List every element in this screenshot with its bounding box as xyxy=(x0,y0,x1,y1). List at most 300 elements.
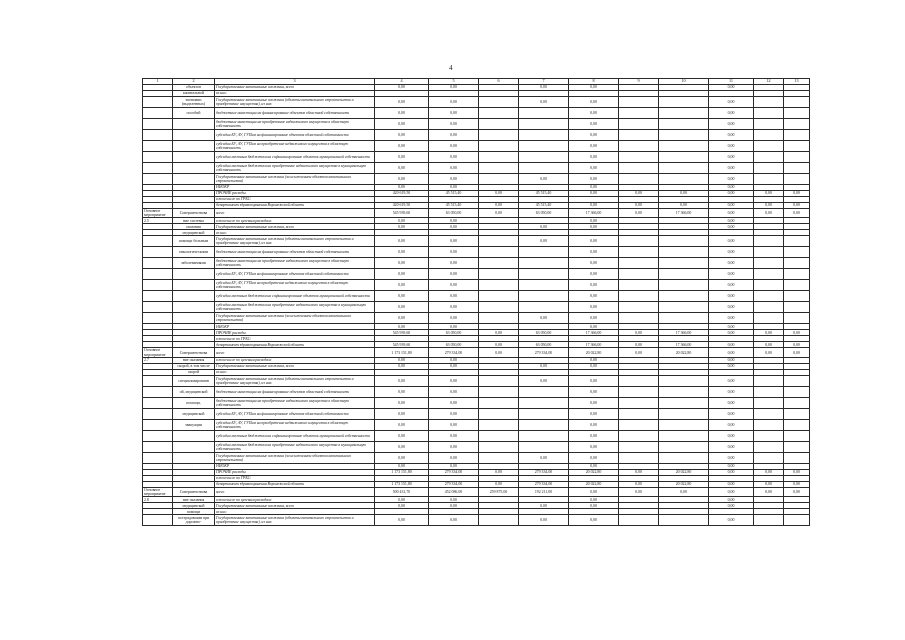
amount-cell: 0,00 xyxy=(754,191,784,197)
amount-cell: 0,00 xyxy=(375,386,429,397)
amount-cell: 0,00 xyxy=(709,236,754,247)
amount-cell: 0,00 xyxy=(709,515,754,526)
amount-cell xyxy=(754,97,784,108)
expense-type-cell: департамент здравоохранения Воронежской области xyxy=(215,203,375,209)
amount-cell xyxy=(519,441,569,452)
amount-cell: 0,00 xyxy=(375,185,429,191)
amount-cell: 0,00 xyxy=(784,481,810,487)
amount-cell: 0,00 xyxy=(429,130,479,141)
amount-cell xyxy=(619,291,659,302)
table-row xyxy=(143,419,810,430)
expense-type-cell: в том числе по ГРБС: xyxy=(215,197,375,203)
amount-cell: 0,00 xyxy=(375,97,429,108)
amount-cell xyxy=(619,302,659,313)
activity-number-cell xyxy=(143,152,173,163)
table-row xyxy=(143,108,810,119)
amount-cell: 0,00 xyxy=(619,481,659,487)
amount-cell xyxy=(784,174,810,185)
activity-number-cell: 2.8 xyxy=(143,497,173,503)
amount-cell: 0,00 xyxy=(375,357,429,363)
activity-name-cell xyxy=(173,163,215,174)
amount-cell xyxy=(659,108,709,119)
amount-cell: 0,00 xyxy=(709,218,754,224)
amount-cell xyxy=(659,386,709,397)
amount-cell xyxy=(519,430,569,441)
amount-cell xyxy=(619,269,659,280)
amount-cell: 0,00 xyxy=(659,191,709,197)
amount-cell: 0,00 xyxy=(709,141,754,152)
activity-number-cell xyxy=(143,130,173,141)
amount-cell: 0,00 xyxy=(709,357,754,363)
amount-cell: 0,00 xyxy=(569,302,619,313)
amount-cell: 0,00 xyxy=(569,487,619,496)
amount-cell: 63 050,00 xyxy=(429,330,479,336)
amount-cell: 0,00 xyxy=(429,141,479,152)
table-row xyxy=(143,487,810,496)
expense-type-cell: субсидии местным бюджетам на приобретение недвижимого имущества в муниципальную собственность xyxy=(215,302,375,313)
amount-cell: 0,00 xyxy=(569,130,619,141)
table-row xyxy=(143,441,810,452)
amount-cell: 0,00 xyxy=(429,386,479,397)
amount-cell: 0,00 xyxy=(709,408,754,419)
expense-type-cell: департамент здравоохранения Воронежской области xyxy=(215,481,375,487)
amount-cell: 0,00 xyxy=(479,481,519,487)
amount-cell: 0,00 xyxy=(375,324,429,330)
amount-cell: 0,00 xyxy=(569,97,619,108)
amount-cell xyxy=(619,386,659,397)
amount-cell: 0,00 xyxy=(375,258,429,269)
activity-number-cell xyxy=(143,302,173,313)
amount-cell xyxy=(784,130,810,141)
amount-cell: 0,00 xyxy=(375,291,429,302)
amount-cell: 0,00 xyxy=(519,313,569,324)
amount-cell: 20 022,80 xyxy=(569,469,619,475)
expense-type-cell: Государственные капитальные вложения (за исключением объектов капитального строительства) xyxy=(215,313,375,324)
amount-cell: 0,00 xyxy=(569,515,619,526)
amount-cell: 0,00 xyxy=(709,280,754,291)
column-number-cell: 12 xyxy=(754,79,784,85)
amount-cell xyxy=(659,515,709,526)
amount-cell xyxy=(754,291,784,302)
amount-cell: 0,00 xyxy=(709,497,754,503)
amount-cell: 0,00 xyxy=(479,348,519,357)
amount-cell: 545 939,60 xyxy=(375,209,429,218)
amount-cell: 0,00 xyxy=(569,141,619,152)
amount-cell: 0,00 xyxy=(429,291,479,302)
amount-cell xyxy=(784,141,810,152)
expense-type-cell: Государственные капитальные вложения, всего xyxy=(215,85,375,91)
amount-cell: 0,00 xyxy=(375,119,429,130)
amount-cell xyxy=(619,515,659,526)
table-row xyxy=(143,163,810,174)
amount-cell: 1 173 151,80 xyxy=(375,348,429,357)
activity-name-cell: объектов xyxy=(173,85,215,91)
amount-cell: 0,00 xyxy=(569,85,619,91)
amount-cell: 0,00 xyxy=(569,152,619,163)
amount-cell: 0,00 xyxy=(429,236,479,247)
amount-cell: 0,00 xyxy=(519,452,569,463)
activity-name-cell: онкологическими xyxy=(173,247,215,258)
activity-number-cell xyxy=(143,119,173,130)
amount-cell: 0,00 xyxy=(754,348,784,357)
amount-cell xyxy=(754,408,784,419)
column-number-cell: 7 xyxy=(519,79,569,85)
amount-cell: 0,00 xyxy=(519,224,569,230)
amount-cell xyxy=(479,130,519,141)
activity-name-cell: специализированн xyxy=(173,375,215,386)
amount-cell: 0,00 xyxy=(709,269,754,280)
expense-type-cell: в том числе по ГРБС: xyxy=(215,475,375,481)
amount-cell: 0,00 xyxy=(519,174,569,185)
amount-cell: 17 366,00 xyxy=(569,342,619,348)
amount-cell: 0,00 xyxy=(479,469,519,475)
expense-type-cell: субсидии БУ, АУ, ГУПам на приобретение недвижимого имущества в областную собственность xyxy=(215,141,375,152)
amount-cell xyxy=(619,108,659,119)
amount-cell xyxy=(784,163,810,174)
amount-cell xyxy=(519,386,569,397)
expense-type-cell: бюджетные инвестиции на приобретение недвижимого имущества в областную собственность xyxy=(215,119,375,130)
amount-cell: 0,00 xyxy=(754,209,784,218)
amount-cell: 0,00 xyxy=(709,375,754,386)
amount-cell: 63 050,00 xyxy=(429,209,479,218)
activity-number-cell xyxy=(143,269,173,280)
amount-cell: 0,00 xyxy=(429,452,479,463)
expense-type-cell: в том числе по целевым расходам: xyxy=(215,218,375,224)
amount-cell: 0,00 xyxy=(429,419,479,430)
amount-cell: 0,00 xyxy=(709,481,754,487)
amount-cell xyxy=(619,375,659,386)
amount-cell xyxy=(784,408,810,419)
amount-cell xyxy=(784,430,810,441)
amount-cell xyxy=(619,397,659,408)
expense-type-cell: Государственные капитальные вложения (за исключением объектов капитального строительства) xyxy=(215,174,375,185)
amount-cell: 0,00 xyxy=(709,119,754,130)
amount-cell: 0,00 xyxy=(709,386,754,397)
amount-cell xyxy=(659,269,709,280)
amount-cell xyxy=(479,408,519,419)
amount-cell: 0,00 xyxy=(429,503,479,509)
amount-cell xyxy=(659,247,709,258)
amount-cell xyxy=(479,163,519,174)
amount-cell xyxy=(519,397,569,408)
amount-cell: 0,00 xyxy=(569,280,619,291)
amount-cell: 0,00 xyxy=(429,163,479,174)
amount-cell xyxy=(659,291,709,302)
activity-name-cell: оказания xyxy=(173,224,215,230)
activity-name-cell: Совершенствова xyxy=(173,487,215,496)
amount-cell: 63 050,00 xyxy=(519,209,569,218)
amount-cell: 0,00 xyxy=(569,313,619,324)
activity-name-cell: капитальной xyxy=(173,91,215,97)
amount-cell xyxy=(784,119,810,130)
expense-type-cell: Государственные капитальные вложения (объекты капитального строительства и приобретение имущества), из них: xyxy=(215,236,375,247)
amount-cell xyxy=(479,119,519,130)
page-mark: 4 xyxy=(449,64,453,72)
amount-cell: 0,00 xyxy=(429,408,479,419)
activity-number-cell xyxy=(143,280,173,291)
amount-cell: 0,00 xyxy=(479,330,519,336)
amount-cell: 0,00 xyxy=(569,203,619,209)
amount-cell: 0,00 xyxy=(375,218,429,224)
amount-cell xyxy=(619,280,659,291)
amount-cell: 0,00 xyxy=(519,363,569,369)
activity-number-cell xyxy=(143,97,173,108)
amount-cell xyxy=(754,313,784,324)
amount-cell: 0,00 xyxy=(754,330,784,336)
amount-cell: 0,00 xyxy=(754,487,784,496)
amount-cell xyxy=(519,302,569,313)
activity-number-cell: 2.5 xyxy=(143,218,173,224)
amount-cell: 0,00 xyxy=(709,185,754,191)
amount-cell: 45 515,40 xyxy=(429,191,479,197)
activity-name-cell xyxy=(173,174,215,185)
amount-cell: 0,00 xyxy=(375,397,429,408)
amount-cell xyxy=(784,269,810,280)
amount-cell: 279 334,00 xyxy=(519,348,569,357)
activity-name-cell: ние оказания xyxy=(173,497,215,503)
amount-cell xyxy=(784,280,810,291)
activity-number-cell xyxy=(143,108,173,119)
amount-cell: 0,00 xyxy=(375,280,429,291)
amount-cell: 0,00 xyxy=(709,224,754,230)
amount-cell xyxy=(519,291,569,302)
expense-type-cell: субсидии местным бюджетам на софинансирование объектов муниципальной собственности xyxy=(215,430,375,441)
amount-cell: 0,00 xyxy=(709,291,754,302)
activity-name-cell xyxy=(173,141,215,152)
amount-cell: 0,00 xyxy=(709,348,754,357)
amount-cell: 420 619,50 xyxy=(375,191,429,197)
activity-name-cell: экономии (выделенных) xyxy=(173,97,215,108)
amount-cell: 0,00 xyxy=(754,203,784,209)
amount-cell xyxy=(519,108,569,119)
amount-cell: 0,00 xyxy=(709,330,754,336)
amount-cell xyxy=(784,258,810,269)
amount-cell xyxy=(784,441,810,452)
expense-type-cell: Государственные капитальные вложения, всего xyxy=(215,363,375,369)
activity-name-cell: пострадавшим при дорожно- xyxy=(173,515,215,526)
amount-cell xyxy=(754,280,784,291)
expense-type-cell: субсидии местным бюджетам на приобретение недвижимого имущества в муниципальную собственность xyxy=(215,441,375,452)
column-number-cell: 11 xyxy=(709,79,754,85)
amount-cell: 0,00 xyxy=(429,397,479,408)
table-row xyxy=(143,152,810,163)
amount-cell: 0,00 xyxy=(569,174,619,185)
amount-cell: 0,00 xyxy=(709,203,754,209)
expense-type-cell: бюджетные инвестиции на приобретение недвижимого имущества в областную собственность xyxy=(215,397,375,408)
amount-cell xyxy=(479,258,519,269)
expense-type-cell: ПРОЧИЕ расходы xyxy=(215,191,375,197)
amount-cell xyxy=(519,419,569,430)
expense-type-cell: бюджетные инвестиции на приобретение недвижимого имущества в областную собственность xyxy=(215,258,375,269)
amount-cell xyxy=(754,441,784,452)
amount-cell: 0,00 xyxy=(375,152,429,163)
amount-cell: 0,00 xyxy=(429,357,479,363)
expense-type-cell: Государственные капитальные вложения (объекты капитального строительства и приобретение имущества), из них: xyxy=(215,515,375,526)
activity-name-cell: ой, медицинской xyxy=(173,386,215,397)
amount-cell xyxy=(479,386,519,397)
amount-cell: 0,00 xyxy=(519,375,569,386)
amount-cell xyxy=(619,247,659,258)
amount-cell xyxy=(619,130,659,141)
amount-cell xyxy=(784,419,810,430)
amount-cell xyxy=(754,375,784,386)
expense-type-cell: бюджетные инвестиции на финансирование объектов областной собственности xyxy=(215,108,375,119)
amount-cell xyxy=(619,441,659,452)
expense-type-cell: субсидии местным бюджетам на софинансирование объектов муниципальной собственности xyxy=(215,152,375,163)
table-row xyxy=(143,258,810,269)
amount-cell: 0,00 xyxy=(519,97,569,108)
amount-cell xyxy=(519,247,569,258)
expense-type-cell: субсидии БУ, АУ, ГУПам на финансирование объектов областной собственности xyxy=(215,130,375,141)
amount-cell: 0,00 xyxy=(569,191,619,197)
activity-name-cell xyxy=(173,441,215,452)
amount-cell: 0,00 xyxy=(375,441,429,452)
amount-cell xyxy=(754,515,784,526)
amount-cell xyxy=(479,280,519,291)
amount-cell xyxy=(519,258,569,269)
activity-name-cell: ние системы xyxy=(173,218,215,224)
amount-cell: 0,00 xyxy=(429,441,479,452)
expense-type-cell: всего xyxy=(215,348,375,357)
table-row xyxy=(143,452,810,463)
amount-cell: 0,00 xyxy=(754,342,784,348)
activity-name-cell xyxy=(173,302,215,313)
amount-cell: 0,00 xyxy=(429,247,479,258)
activity-name-cell: скорой, в том числе xyxy=(173,363,215,369)
expense-type-cell: субсидии БУ, АУ, ГУПам на финансирование объектов областной собственности xyxy=(215,269,375,280)
amount-cell xyxy=(659,258,709,269)
expense-type-cell: бюджетные инвестиции на финансирование объектов областной собственности xyxy=(215,247,375,258)
amount-cell xyxy=(519,152,569,163)
amount-cell xyxy=(754,247,784,258)
column-number-cell: 2 xyxy=(173,79,215,85)
amount-cell: 45 515,40 xyxy=(519,191,569,197)
amount-cell: 279 334,00 xyxy=(429,469,479,475)
expense-type-cell: бюджетные инвестиции на финансирование объектов областной собственности xyxy=(215,386,375,397)
amount-cell xyxy=(659,430,709,441)
activity-name-cell xyxy=(173,452,215,463)
amount-cell: 0,00 xyxy=(709,130,754,141)
amount-cell: 0,00 xyxy=(569,119,619,130)
amount-cell xyxy=(784,397,810,408)
table-row xyxy=(143,130,810,141)
amount-cell xyxy=(519,408,569,419)
amount-cell: 0,00 xyxy=(569,463,619,469)
table-row xyxy=(143,348,810,357)
amount-cell: 0,00 xyxy=(569,185,619,191)
amount-cell: 0,00 xyxy=(375,430,429,441)
amount-cell: 0,00 xyxy=(429,280,479,291)
amount-cell: 0,00 xyxy=(375,363,429,369)
amount-cell xyxy=(619,236,659,247)
activity-name-cell: Совершенствова xyxy=(173,209,215,218)
amount-cell: 0,00 xyxy=(375,247,429,258)
amount-cell xyxy=(659,397,709,408)
amount-cell: 0,00 xyxy=(375,130,429,141)
amount-cell: 20 022,80 xyxy=(659,348,709,357)
amount-cell xyxy=(659,141,709,152)
amount-cell: 279 334,00 xyxy=(429,348,479,357)
amount-cell xyxy=(619,141,659,152)
activity-name-cell: Совершенствова xyxy=(173,348,215,357)
column-number-cell: 6 xyxy=(479,79,519,85)
amount-cell: 0,00 xyxy=(569,430,619,441)
amount-cell xyxy=(479,247,519,258)
amount-cell: 20 022,80 xyxy=(659,469,709,475)
amount-cell: 0,00 xyxy=(709,163,754,174)
amount-cell: 0,00 xyxy=(619,487,659,496)
amount-cell: 0,00 xyxy=(429,302,479,313)
amount-cell: 0,00 xyxy=(429,463,479,469)
table-row xyxy=(143,209,810,218)
amount-cell xyxy=(754,119,784,130)
amount-cell xyxy=(784,247,810,258)
activity-name-cell xyxy=(173,280,215,291)
amount-cell: 0,00 xyxy=(569,224,619,230)
amount-cell xyxy=(659,313,709,324)
amount-cell: 0,00 xyxy=(429,119,479,130)
amount-cell: 17 366,00 xyxy=(569,330,619,336)
amount-cell xyxy=(479,236,519,247)
amount-cell: 0,00 xyxy=(375,503,429,509)
amount-cell: 0,00 xyxy=(569,419,619,430)
amount-cell: 0,00 xyxy=(619,209,659,218)
amount-cell: 0,00 xyxy=(429,515,479,526)
amount-cell: 0,00 xyxy=(375,408,429,419)
amount-cell: 0,00 xyxy=(619,330,659,336)
column-number-cell: 8 xyxy=(569,79,619,85)
amount-cell xyxy=(519,130,569,141)
column-number-cell: 13 xyxy=(784,79,810,85)
expense-type-cell: субсидии местным бюджетам на софинансирование объектов муниципальной собственности xyxy=(215,291,375,302)
amount-cell: 0,00 xyxy=(375,224,429,230)
amount-cell: 0,00 xyxy=(479,209,519,218)
amount-cell: 0,00 xyxy=(569,397,619,408)
amount-cell: 0,00 xyxy=(569,441,619,452)
expense-type-cell: из них: xyxy=(215,230,375,236)
activity-name-cell: медицинской xyxy=(173,408,215,419)
amount-cell xyxy=(784,236,810,247)
amount-cell xyxy=(659,174,709,185)
amount-cell: 0,00 xyxy=(569,163,619,174)
amount-cell: 452 086,00 xyxy=(429,487,479,496)
expense-type-cell: из них: xyxy=(215,91,375,97)
amount-cell: 0,00 xyxy=(784,191,810,197)
column-number-cell: 1 xyxy=(143,79,173,85)
amount-cell: 0,00 xyxy=(709,209,754,218)
table-row xyxy=(143,280,810,291)
table-row xyxy=(143,141,810,152)
amount-cell xyxy=(659,280,709,291)
amount-cell: 0,00 xyxy=(479,191,519,197)
amount-cell: 0,00 xyxy=(429,324,479,330)
amount-cell xyxy=(479,313,519,324)
amount-cell: 0,00 xyxy=(569,363,619,369)
amount-cell: 0,00 xyxy=(519,85,569,91)
amount-cell xyxy=(784,302,810,313)
amount-cell: 0,00 xyxy=(375,463,429,469)
activity-name-cell xyxy=(173,269,215,280)
amount-cell xyxy=(659,441,709,452)
expense-type-cell: всего xyxy=(215,487,375,496)
amount-cell: 0,00 xyxy=(709,363,754,369)
amount-cell: 0,00 xyxy=(709,469,754,475)
amount-cell xyxy=(619,430,659,441)
amount-cell: 0,00 xyxy=(429,185,479,191)
amount-cell xyxy=(659,97,709,108)
amount-cell: 0,00 xyxy=(429,224,479,230)
amount-cell: 0,00 xyxy=(619,191,659,197)
